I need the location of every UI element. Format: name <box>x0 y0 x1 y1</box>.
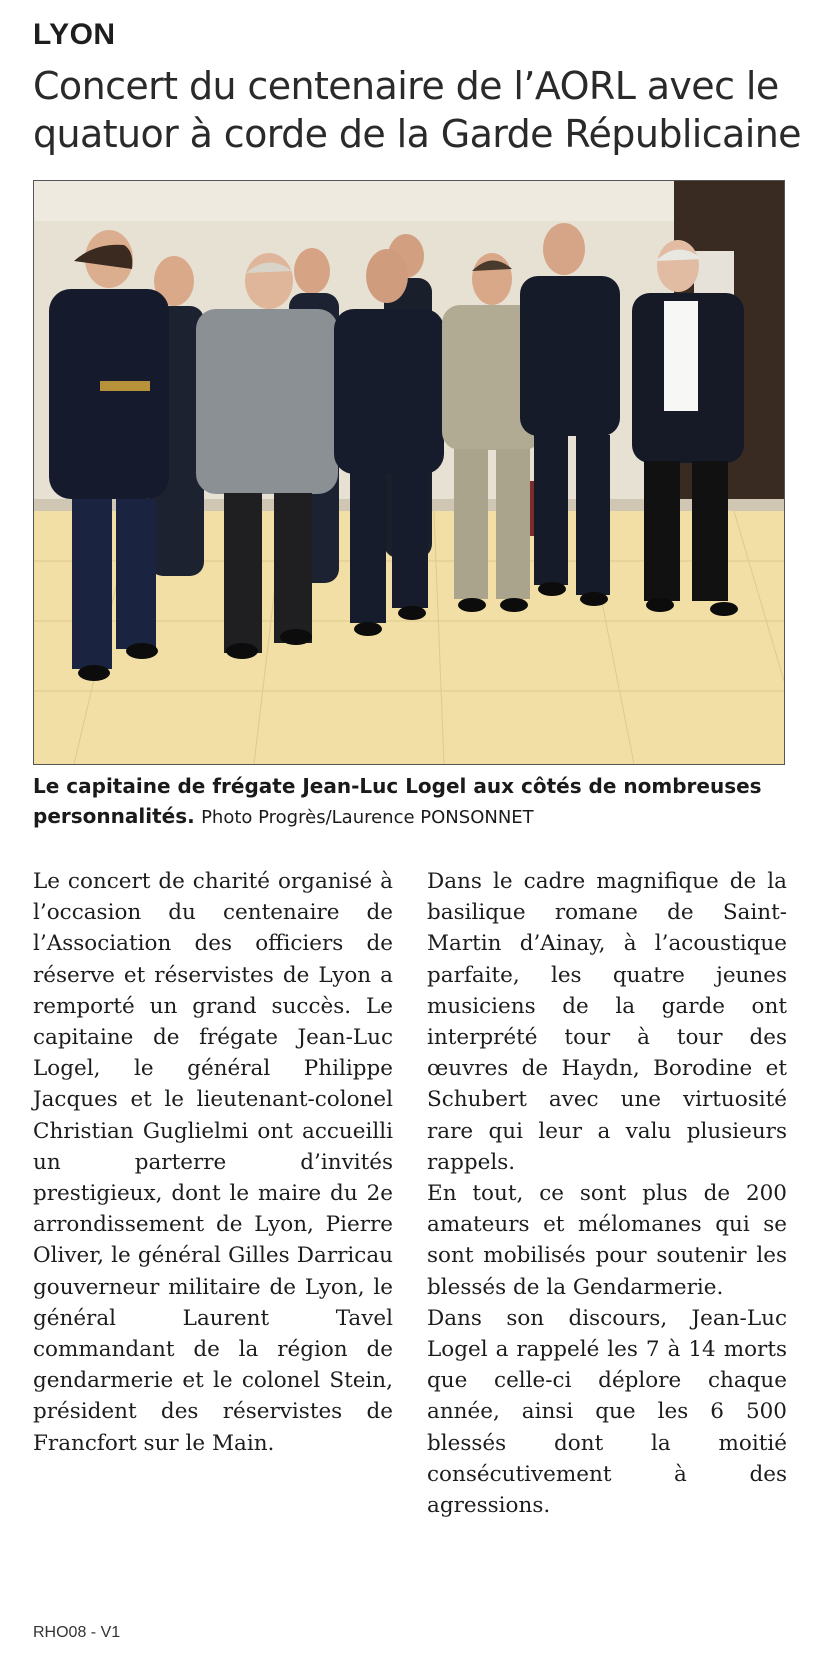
article-body-left-column <box>33 866 393 1459</box>
body-paragraph: Dans son discours, Jean-Luc Logel a rappelé les 7 à 14 morts que celle-ci déplore chaque année, ainsi que les 6 500 blessés dont la moitié consécutivement à des agressions. <box>427 1305 787 1519</box>
page-folio: RHO08 - V1 <box>33 1624 121 1641</box>
article-photo <box>33 180 785 765</box>
photo-caption <box>33 771 803 833</box>
article-headline: Concert du centenaire de l’AORL avec le quatuor à corde de la Garde Républicaine <box>33 64 801 156</box>
body-paragraph: Dans le cadre magnifique de la basilique romane de Saint-Martin d’Ainay, à l’acoustique parfaite, les quatre jeunes musiciens de la garde ont interprété tour à tour des œuvres de Haydn, Borodine et Schubert avec une virtuosité rare qui leur a valu plusieurs rappels. <box>427 869 787 1175</box>
photo-credit: Photo Progrès/Laurence PONSONNET <box>201 807 534 828</box>
group-photo-icon <box>34 181 784 764</box>
body-paragraph: En tout, ce sont plus de 200 amateurs et mélomanes qui se sont mobilisés pour soutenir les blessés de la Gendarmerie. <box>427 1181 787 1300</box>
article-body-right-column <box>427 866 787 1521</box>
section-kicker: LYON <box>33 18 116 51</box>
caption-lead: Le capitaine de frégate Jean-Luc Logel aux côtés de nombreuses personnalités. <box>33 774 762 828</box>
body-paragraph: Le concert de charité organisé à l’occasion du centenaire de l’Association des officiers de réserve et réservistes de Lyon a remporté un grand succès. Le capitaine de frégate Jean-Luc Logel, le général Philippe Jacques et le lieutenant-colonel Christian Guglielmi ont accueilli un parterre d’invités prestigieux, dont le maire du 2e arrondissement de Lyon, Pierre Oliver, le général Gilles Darricau gouverneur militaire de Lyon, le général Laurent Tavel commandant de la région de gendarmerie et le colonel Stein, président des réservistes de Francfort sur le Main. <box>33 869 393 1456</box>
